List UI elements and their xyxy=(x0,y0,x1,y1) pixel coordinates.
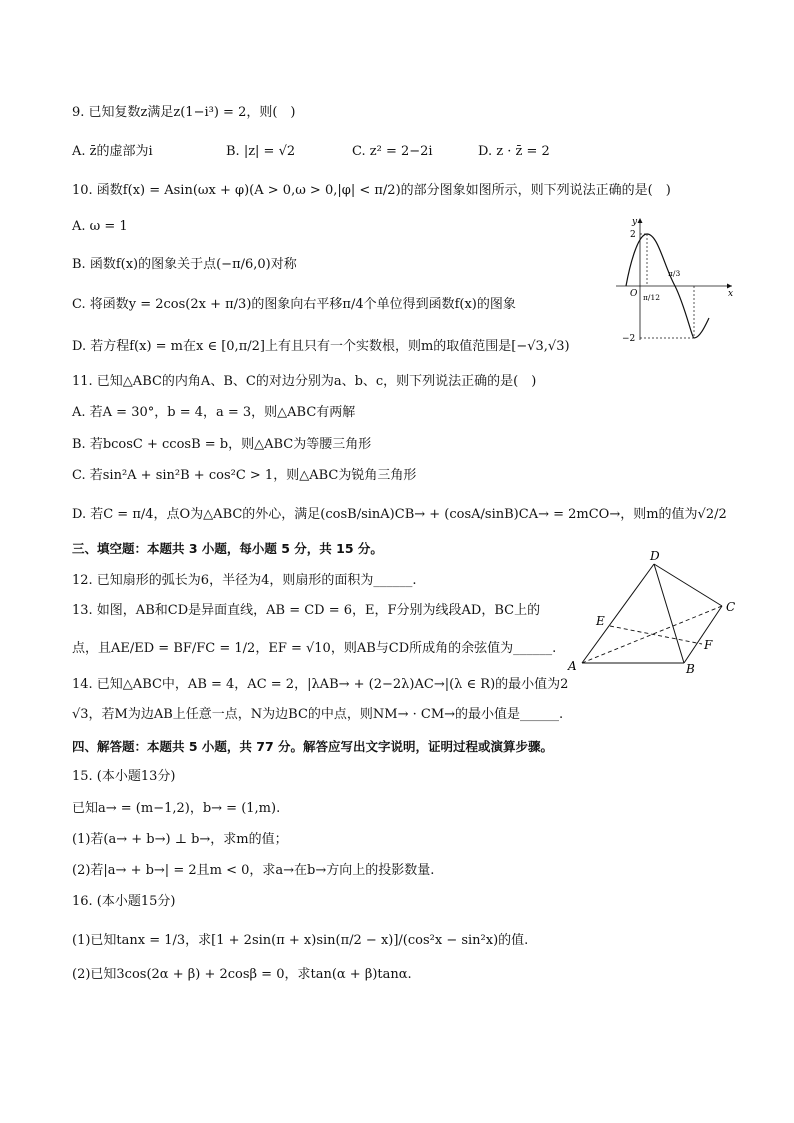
graph-pi3-label: π/3 xyxy=(668,269,681,278)
vertex-b-label: B xyxy=(686,662,695,676)
q14-line2: √3，若M为边AB上任意一点，N为边BC的中点，则NM→ · CM→的最小值是______. xyxy=(72,707,564,722)
graph-x-arrow xyxy=(727,284,732,289)
graph-pi12-label: π/12 xyxy=(643,293,660,302)
vertex-a-label: A xyxy=(568,659,577,673)
q11-option-d: D. 若C = π/4，点O为△ABC的外心，满足(cosB/sinA)CB→ + (cosA/sinB)CA→ = 2mCO→，则m的值为√2/2 xyxy=(72,507,727,522)
q15-heading: 15. (本小题13分) xyxy=(72,769,176,784)
q12-text: 12. 已知扇形的弧长为6，半径为4，则扇形的面积为______. xyxy=(72,573,417,588)
vertex-d-label: D xyxy=(650,549,660,563)
q10-stem: 10. 函数f(x) = Asin(ωx + φ)(A > 0,ω > 0,|φ| < π/2)的部分图象如图所示，则下列说法正确的是( ) xyxy=(72,183,671,198)
q13-line2: 点，且AE/ED = BF/FC = 1/2，EF = √10，则AB与CD所成角的余弦值为______. xyxy=(72,641,557,656)
q11-option-b: B. 若bcosC + ccosB = b，则△ABC为等腰三角形 xyxy=(72,437,372,452)
q11-stem: 11. 已知△ABC的内角A、B、C的对边分别为a、b、c，则下列说法正确的是( ) xyxy=(72,374,537,389)
q10-option-a: A. ω = 1 xyxy=(72,219,128,234)
q10-option-b: B. 函数f(x)的图象关于点(−π/6,0)对称 xyxy=(72,257,297,272)
q15-given: 已知a→ = (m−1,2)，b→ = (1,m). xyxy=(72,801,281,816)
vertex-c-label: C xyxy=(726,600,736,614)
q10-option-c: C. 将函数y = 2cos(2x + π/3)的图象向右平移π/4个单位得到函数f(x)的图象 xyxy=(72,297,516,312)
point-e-label: E xyxy=(596,614,605,628)
graph-min-label: −2 xyxy=(622,334,636,344)
sine-graph xyxy=(612,214,742,344)
graph-max-label: 2 xyxy=(630,230,636,240)
q14-line1: 14. 已知△ABC中，AB = 4，AC = 2，|λAB→ + (2−2λ)AC→|(λ ∈ R)的最小值为2 xyxy=(72,677,569,692)
q16-heading: 16. (本小题15分) xyxy=(72,894,176,909)
edge-bc xyxy=(684,606,722,663)
graph-y-arrow xyxy=(638,218,643,223)
q11-option-a: A. 若A = 30°，b = 4，a = 3，则△ABC有两解 xyxy=(72,405,356,420)
q16-part2: (2)已知3cos(2α + β) + 2cosβ = 0，求tan(α + β)tanα. xyxy=(72,967,412,982)
q15-part2: (2)若|a→ + b→| = 2且m < 0，求a→在b→方向上的投影数量. xyxy=(72,863,435,878)
graph-x-label: x xyxy=(728,289,734,299)
graph-y-label: y xyxy=(632,217,638,227)
q9-option-b: B. |z| = √2 xyxy=(226,144,296,159)
q13-line1: 13. 如图，AB和CD是异面直线，AB = CD = 6，E，F分别为线段AD，BC上的 xyxy=(72,603,541,618)
graph-origin-label: O xyxy=(630,289,638,299)
point-f-label: F xyxy=(704,638,713,652)
q9-option-c: C. z² = 2−2i xyxy=(352,144,433,159)
q15-part1: (1)若(a→ + b→) ⊥ b→，求m的值； xyxy=(72,832,288,847)
q9-stem: 9. 已知复数z满足z(1−i³) = 2，则( ) xyxy=(72,105,296,120)
q16-part1: (1)已知tanx = 1/3，求[1 + 2sin(π + x)sin(π/2 − x)]/(cos²x − sin²x)的值. xyxy=(72,933,529,948)
q10-option-d: D. 若方程f(x) = m在x ∈ [0,π/2]上有且只有一个实数根，则m的取值范围是[−√3,√3) xyxy=(72,339,570,354)
section-3-heading: 三、填空题：本题共 3 小题，每小题 5 分，共 15 分。 xyxy=(72,541,383,556)
edge-dc xyxy=(654,564,722,606)
q11-option-c: C. 若sin²A + sin²B + cos²C > 1，则△ABC为锐角三角形 xyxy=(72,468,417,483)
edge-db xyxy=(654,564,684,663)
q9-option-d: D. z · z̄ = 2 xyxy=(478,144,550,159)
section-4-heading: 四、解答题：本题共 5 小题，共 77 分。解答应写出文字说明，证明过程或演算步骤。 xyxy=(72,739,554,754)
tetrahedron-figure xyxy=(564,546,744,676)
segment-ef xyxy=(610,626,702,644)
q9-option-a: A. z̄的虚部为i xyxy=(72,144,153,159)
